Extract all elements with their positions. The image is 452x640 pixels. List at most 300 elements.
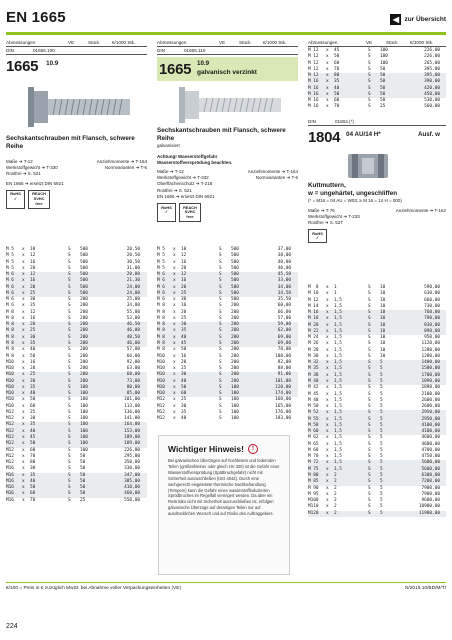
cell-price: 2100,00 — [421, 391, 440, 397]
product-image — [6, 77, 147, 135]
cell-x: x — [326, 485, 329, 491]
cell-size: M 12 — [308, 54, 319, 60]
cell-pack: 200 — [231, 378, 239, 384]
cell-length: 30 — [30, 334, 36, 340]
product-name: Kuttmuttern, — [308, 181, 346, 189]
cell-s: S — [68, 485, 71, 491]
cell-price: 450,00 — [424, 91, 440, 97]
cell-s: S — [68, 391, 71, 397]
cell-size: M 85 — [308, 479, 319, 485]
cell-size: M12 — [6, 422, 14, 428]
cell-pack: 200 — [80, 353, 88, 359]
cell-length: 60 — [30, 447, 36, 453]
cell-x: x — [326, 410, 329, 416]
cell-price: 40,00 — [277, 265, 291, 271]
cell-pack: 100 — [231, 416, 239, 422]
cell-s: S — [368, 472, 371, 478]
cell-s: S — [368, 491, 371, 497]
cell-length: 50 — [30, 485, 36, 491]
cell-size: M 6 — [6, 290, 14, 296]
notice-title: Wichtiger Hinweis! — [168, 444, 244, 454]
cell-length: 12 — [30, 272, 36, 278]
cell-length: 16 — [30, 359, 36, 365]
weight-ref: Werkstoffgewicht ➔ T-233 — [308, 213, 360, 219]
cell-pack: 200 — [80, 303, 88, 309]
cell-s: S — [368, 73, 371, 79]
cell-x: x — [22, 340, 25, 346]
cell-price: 21,30 — [126, 278, 140, 284]
cell-size: M12 — [6, 460, 14, 466]
cell-s: S — [68, 403, 71, 409]
cell-size: M 6 — [157, 278, 165, 284]
cell-size: M12 — [157, 416, 165, 422]
cell-pack: 500 — [231, 265, 239, 271]
cell-x: x — [173, 278, 176, 284]
cell-size: M 6 — [6, 278, 14, 284]
cell-s: S — [368, 85, 371, 91]
cell-length: 60 — [30, 403, 36, 409]
cell-size: M 6 — [157, 290, 165, 296]
cell-x: x — [326, 460, 329, 466]
cell-size: M 16 — [308, 310, 319, 316]
cell-s: S — [68, 466, 71, 472]
cell-price: 46,00 — [126, 328, 140, 334]
cell-size: M12 — [6, 409, 14, 415]
rohs-badge: RoHS ✓ — [6, 190, 25, 209]
cell-x: x — [326, 285, 329, 290]
cell-length: 16 — [30, 315, 36, 321]
cell-size: M 16 — [308, 98, 319, 104]
cell-size: M120 — [308, 510, 319, 516]
cell-size: M 50 — [308, 404, 319, 410]
cell-s: S — [219, 290, 222, 296]
cell-x: x — [22, 278, 25, 284]
price-table — [308, 285, 446, 517]
cell-length: 1,5 — [334, 316, 342, 322]
cell-size: M 60 — [308, 429, 319, 435]
cell-pack: 10 — [380, 291, 386, 297]
cell-price: 10900,00 — [418, 504, 440, 510]
cell-pack: 5 — [380, 472, 383, 478]
cell-x: x — [22, 303, 25, 309]
cell-length: 16 — [181, 278, 187, 284]
cell-price: 80,00 — [126, 384, 140, 390]
cell-s: S — [219, 403, 222, 409]
cell-price: 108,00 — [275, 353, 291, 359]
cell-pack: 5 — [380, 504, 383, 510]
cell-length: 1,5 — [334, 454, 342, 460]
cell-length: 25 — [30, 409, 36, 415]
cell-s: S — [68, 297, 71, 303]
cell-x: x — [173, 259, 176, 265]
product-name-2: w = ungehärtet, ungeschliffen — [308, 189, 398, 197]
cell-price: 2600,00 — [421, 397, 440, 403]
cell-x: x — [173, 309, 176, 315]
cell-pack: 200 — [231, 309, 239, 315]
cell-x: x — [326, 73, 329, 79]
cell-pack: 200 — [80, 315, 88, 321]
cell-x: x — [173, 272, 176, 278]
cell-length: 25 — [181, 397, 187, 403]
cell-s: S — [68, 409, 71, 415]
torque-ref: Anziehmomente ➔ T-164 — [96, 159, 147, 164]
table-row — [6, 498, 147, 504]
cell-x: x — [22, 322, 25, 328]
surface-ref: Oberflächenschutz ➔ T-218 — [157, 181, 213, 187]
cell-s: S — [368, 297, 371, 303]
cell-length: 70 — [30, 497, 36, 503]
cell-size: M12 — [6, 428, 14, 434]
cell-price: 66,00 — [126, 353, 140, 359]
cell-price: 136,00 — [124, 409, 140, 415]
cell-pack: 5 — [380, 460, 383, 466]
cell-pack: 200 — [231, 334, 239, 340]
notice-text: Bei galvanischen Überzügen auf hochfesten und federnden Teilen (größer/kleiner oder gleich HV 320) ist die Gefahr einer Wasserstoffversprödung (Spätbruchgefahr) nicht mit Sicherheit auszuschließen (ISO 4042). Durch eine sachgerecht eingeleitete thermische Nachbehandlung (Tempern) kann die Gefahr eines wasserstoffinduzierten Sprödbruches im Regelfall verringert werden. Da aber ein Restrisiko nicht mit Sicherheit auszuschließen ist, erfolgen galvanische Überzüge auf derartigen Teilen nur auf ausdrücklichen Wunsch und auf Risiko des Auftraggebers. — [168, 458, 280, 517]
cell-price: 153,00 — [124, 428, 140, 434]
cell-size: M 18 — [308, 316, 319, 322]
cell-pack: 100 — [80, 397, 88, 403]
cell-size: M 6 — [6, 303, 14, 309]
cell-pack: 5 — [380, 372, 383, 378]
cell-length: 1,5 — [334, 391, 342, 397]
cell-x: x — [22, 497, 25, 503]
cell-size: M 35 — [308, 366, 319, 372]
cell-price: 9600,00 — [421, 498, 440, 504]
cell-length: 40 — [30, 347, 36, 353]
cell-s: S — [219, 253, 222, 259]
cell-x: x — [326, 347, 329, 353]
cell-price: 1890,00 — [421, 378, 440, 384]
cell-length: 1,5 — [334, 404, 342, 410]
cell-price: 11900,00 — [418, 510, 440, 516]
cell-length: 35 — [181, 328, 187, 334]
cell-price: 330,00 — [124, 466, 140, 472]
cell-x: x — [326, 79, 329, 85]
cell-x: x — [326, 416, 329, 422]
cell-price: 890,00 — [424, 328, 440, 334]
cell-x: x — [326, 422, 329, 428]
cell-size: M 6 — [157, 272, 165, 278]
cell-length: 25 — [181, 366, 187, 372]
cell-price: 226,00 — [124, 447, 140, 453]
cell-price: 395,00 — [424, 73, 440, 79]
cell-length: 1,5 — [334, 366, 342, 372]
cell-size: M 8 — [6, 309, 14, 315]
cell-size: M 6 — [6, 272, 14, 278]
cell-x: x — [326, 48, 329, 53]
cell-s: S — [368, 328, 371, 334]
cell-x: x — [22, 441, 25, 447]
cell-s: S — [368, 460, 371, 466]
cell-x: x — [173, 253, 176, 259]
cell-length: 45 — [181, 340, 187, 346]
cell-pack: 200 — [80, 297, 88, 303]
cell-s: S — [219, 265, 222, 271]
cell-size: M 70 — [308, 454, 319, 460]
cell-size: M 8 — [157, 340, 165, 346]
cell-length: 16 — [181, 303, 187, 309]
cell-length: 20 — [181, 309, 187, 315]
warning-title: Achtung! Wasserstoffgefahr — [157, 154, 218, 159]
cell-price: 1890,00 — [421, 385, 440, 391]
cell-size: M12 — [157, 409, 165, 415]
cell-pack: 5 — [380, 360, 383, 366]
cell-length: 25 — [30, 372, 36, 378]
cell-x: x — [326, 385, 329, 391]
cell-size: M12 — [157, 397, 165, 403]
cell-x: x — [173, 247, 176, 252]
cell-x: x — [173, 334, 176, 340]
cell-s: S — [219, 378, 222, 384]
cell-s: S — [368, 316, 371, 322]
torque-ref: Anziehmomente ➔ T-164 — [247, 169, 298, 174]
reach-badge: REACH SVHC free — [28, 190, 50, 209]
table-header: Abmessungen VE Stück €/1000 Stk. — [157, 40, 287, 45]
cell-length: 10 — [30, 247, 36, 252]
cell-x: x — [22, 265, 25, 271]
cell-size: M 8 — [157, 347, 165, 353]
cell-pack: 5 — [380, 510, 383, 516]
cell-size: M 8 — [6, 322, 14, 328]
cell-x: x — [22, 309, 25, 315]
cell-size: M 8 — [157, 315, 165, 321]
page-number: 224 — [6, 623, 18, 630]
cell-s: S — [368, 310, 371, 316]
cell-size: M 8 — [308, 285, 319, 290]
cell-x: x — [326, 404, 329, 410]
cell-s: S — [368, 391, 371, 397]
cell-size: M 12 — [308, 73, 319, 79]
cell-length: 40 — [30, 391, 36, 397]
cell-s: S — [368, 98, 371, 104]
cell-pack: 100 — [231, 384, 239, 390]
cell-length: 20 — [30, 284, 36, 290]
cell-pack: 100 — [380, 60, 388, 66]
cell-price: 385,00 — [124, 478, 140, 484]
cell-s: S — [368, 422, 371, 428]
cell-s: S — [68, 247, 71, 252]
cell-pack: 5 — [380, 441, 383, 447]
stainless-ref: Rostfrei ➔ S. 527 — [308, 220, 343, 226]
cell-size: M 16 — [308, 79, 319, 85]
cell-price: 20,00 — [126, 272, 140, 278]
cell-length: 2 — [334, 498, 337, 504]
cell-length: 30 — [181, 403, 187, 409]
cell-x: x — [22, 347, 25, 353]
cell-x: x — [326, 491, 329, 497]
cell-s: S — [368, 466, 371, 472]
cell-pack: 5 — [380, 454, 383, 460]
cell-price: 101,00 — [124, 397, 140, 403]
cell-length: 2 — [334, 472, 337, 478]
cell-price: 85,00 — [126, 391, 140, 397]
cell-length: 20 — [30, 265, 36, 271]
cell-s: S — [219, 340, 222, 346]
cell-length: 50 — [30, 441, 36, 447]
cell-pack: 200 — [80, 372, 88, 378]
cell-pack: 5 — [380, 429, 383, 435]
cell-x: x — [173, 353, 176, 359]
cell-size: M 5 — [6, 265, 14, 271]
cell-length: 80 — [30, 460, 36, 466]
cell-size: M 24 — [308, 335, 319, 341]
cell-price: 295,00 — [124, 453, 140, 459]
cell-length: 16 — [181, 259, 187, 265]
cell-length: 1,5 — [334, 460, 342, 466]
cell-s: S — [368, 410, 371, 416]
cell-pack: 200 — [80, 366, 88, 372]
cell-price: 1280,00 — [421, 347, 440, 353]
cell-s: S — [68, 384, 71, 390]
cell-s: S — [368, 435, 371, 441]
cell-price: 2600,00 — [421, 404, 440, 410]
cell-size: M 75 — [308, 466, 319, 472]
cell-pack: 50 — [380, 66, 386, 72]
cell-s: S — [368, 285, 371, 290]
cell-pack: 10 — [380, 310, 386, 316]
grade-note: (* = M16 = 04 AU = W03; ≥ M 16 = 14 H = 000) — [308, 197, 402, 203]
cell-x: x — [22, 378, 25, 384]
cell-x: x — [22, 284, 25, 290]
cell-pack: 200 — [231, 328, 239, 334]
cell-price: 395,00 — [424, 66, 440, 72]
cell-length: 1,5 — [334, 310, 342, 316]
cell-length: 80 — [334, 73, 340, 79]
cell-pack: 10 — [380, 303, 386, 309]
cell-price: 55,00 — [126, 309, 140, 315]
cell-size: M 5 — [6, 247, 14, 252]
cell-price: 59,00 — [277, 322, 291, 328]
cell-size: M 8 — [157, 328, 165, 334]
cell-x: x — [326, 366, 329, 372]
cell-x: x — [22, 453, 25, 459]
cell-size: M 8 — [6, 340, 14, 346]
cell-s: S — [219, 315, 222, 321]
cell-x: x — [326, 353, 329, 359]
warning-text: Wasserstoffversprödung beachten. — [157, 160, 233, 165]
cell-x: x — [326, 66, 329, 72]
cell-size: M10 — [157, 372, 165, 378]
cell-price: 38,00 — [277, 253, 291, 259]
cell-s: S — [219, 328, 222, 334]
cell-pack: 100 — [80, 447, 88, 453]
cell-pack: 10 — [380, 328, 386, 334]
cell-x: x — [22, 297, 25, 303]
cell-pack: 5 — [380, 491, 383, 497]
cell-length: 1,5 — [334, 328, 342, 334]
cell-x: x — [326, 91, 329, 97]
article-row: DIN 01804.(*) — [308, 118, 354, 124]
footer-note: €/100 = Preis in € zuzüglich MwSt. bei Abnahme voller Verpackungseinheiten (VE) — [6, 586, 182, 591]
cell-size: M 5 — [157, 247, 165, 252]
cell-price: 62,00 — [277, 328, 291, 334]
cell-price: 2950,00 — [421, 410, 440, 416]
cell-price: 35,50 — [277, 297, 291, 303]
cell-size: M 38 — [308, 372, 319, 378]
cell-pack: 200 — [80, 340, 88, 346]
warning-icon: ! — [248, 444, 258, 454]
replaces-note: EN 1665 ➔ ersetzt DIN 6921 — [6, 180, 64, 186]
cell-length: 25 — [181, 315, 187, 321]
cell-size: M16 — [6, 466, 14, 472]
cell-s: S — [68, 453, 71, 459]
cell-size: M 8 — [6, 328, 14, 334]
cell-price: 164,00 — [124, 422, 140, 428]
cell-price: 390,00 — [424, 79, 440, 85]
cell-s: S — [68, 284, 71, 290]
torque-ref: Anziehmomente ➔ T-162 — [395, 207, 446, 213]
slotted-nut-image — [308, 148, 446, 182]
cell-length: 70 — [334, 104, 340, 110]
cell-price: 7900,00 — [421, 491, 440, 497]
cell-length: 40 — [181, 334, 187, 340]
cell-price: 88,00 — [277, 366, 291, 372]
cell-price: 33,00 — [277, 278, 291, 284]
cell-x: x — [173, 409, 176, 415]
cell-price: 4750,00 — [421, 454, 440, 460]
cell-size: M 8 — [6, 334, 14, 340]
cell-size: M10 — [6, 391, 14, 397]
cell-price: 53,00 — [126, 315, 140, 321]
back-label: zur Übersicht — [404, 16, 446, 23]
cell-pack: 200 — [80, 347, 88, 353]
cell-price: 1280,00 — [421, 353, 440, 359]
cell-size: M 8 — [157, 322, 165, 328]
cell-pack: 5 — [380, 404, 383, 410]
cell-s: S — [368, 91, 371, 97]
cell-size: M 12 — [308, 66, 319, 72]
cell-s: S — [368, 48, 371, 53]
cell-length: 1,5 — [334, 360, 342, 366]
price-table — [157, 247, 298, 422]
product-image — [308, 148, 446, 182]
cell-price: 60,00 — [277, 303, 291, 309]
cell-length: 60 — [181, 391, 187, 397]
cell-x: x — [326, 335, 329, 341]
flange-bolt-zinc-image — [157, 83, 298, 127]
cell-price: 160,00 — [275, 397, 291, 403]
cell-size: M10 — [6, 384, 14, 390]
cell-length: 25 — [181, 290, 187, 296]
cell-x: x — [22, 466, 25, 472]
cell-length: 35 — [334, 79, 340, 85]
cell-length: 20 — [181, 284, 187, 290]
cell-size: M12 — [6, 441, 14, 447]
cell-s: S — [368, 454, 371, 460]
back-to-overview-link[interactable] — [390, 14, 446, 25]
cell-pack: 10 — [380, 341, 386, 347]
cell-x: x — [326, 341, 329, 347]
cell-x: x — [326, 498, 329, 504]
cell-size: M10 — [157, 353, 165, 359]
cell-size: M 30 — [308, 353, 319, 359]
cell-x: x — [22, 359, 25, 365]
cell-length: 1,5 — [334, 422, 342, 428]
cell-price: 24,00 — [126, 284, 140, 290]
cell-pack: 100 — [380, 48, 388, 53]
cell-pack: 50 — [380, 98, 386, 104]
cell-x: x — [326, 447, 329, 453]
cell-length: 1 — [334, 285, 337, 290]
cell-length: 25 — [30, 328, 36, 334]
cell-length: 35 — [30, 422, 36, 428]
cell-x: x — [326, 466, 329, 472]
cell-pack: 100 — [80, 422, 88, 428]
cell-s: S — [368, 378, 371, 384]
cell-s: S — [68, 416, 71, 422]
cell-x: x — [173, 378, 176, 384]
cell-length: 1 — [334, 291, 337, 297]
